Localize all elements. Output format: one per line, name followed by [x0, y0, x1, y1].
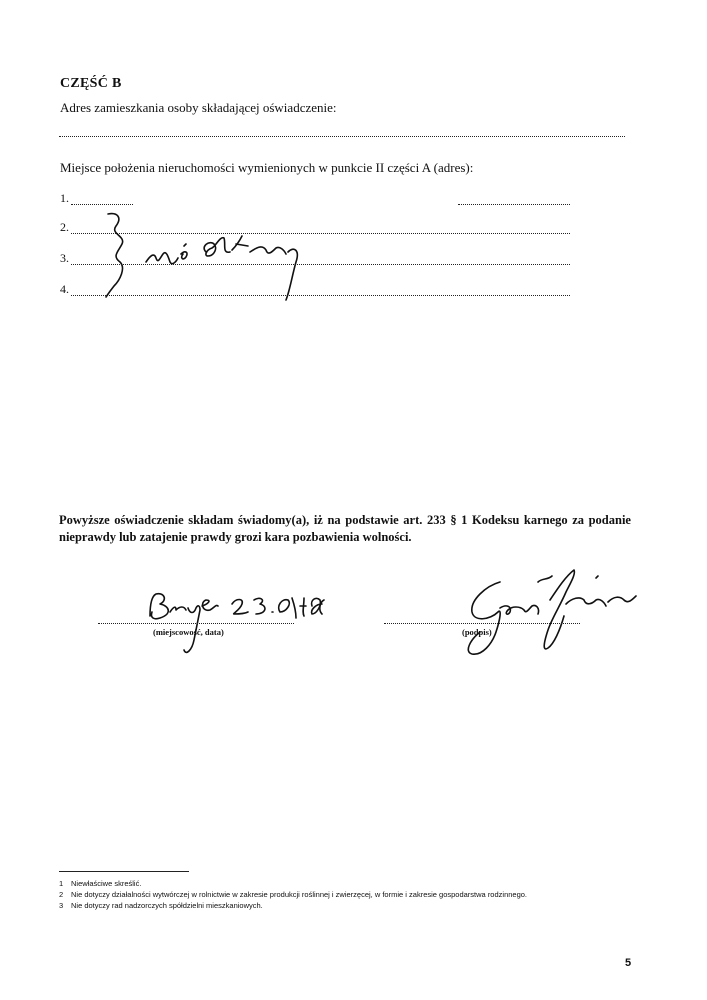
signature-caption: (podpis) — [462, 627, 492, 637]
address-label: Adres zamieszkania osoby składającej oświadczenie: — [60, 100, 337, 115]
footnote-number: 2 — [59, 890, 64, 899]
footnote-text: Niewłaściwe skreślić. — [71, 879, 142, 888]
item-number-3: 3. — [60, 251, 69, 265]
declaration-text: Powyższe oświadczenie składam świadomy(a), iż na podstawie art. 233 § 1 Kodeksu karnego za podanie nieprawdy lub zatajenie prawdy grozi kara pozbawienia wolności. — [59, 513, 631, 544]
footnote-3 — [59, 901, 263, 910]
footnote-1 — [59, 879, 141, 888]
section-title: CZĘŚĆ B — [60, 76, 122, 91]
page-number: 5 — [625, 957, 632, 969]
footnote-separator — [59, 871, 189, 872]
place-date-caption: (miejscowość, data) — [153, 627, 224, 637]
footnote-text: Nie dotyczy działalności wytwórczej w rolnictwie w zakresie produkcji roślinnej i zwierzęcej, w formie i zakresie gospodarstwa rodzinnego. — [71, 890, 528, 899]
footnote-number: 1 — [59, 879, 64, 888]
signature-dotted-line — [384, 623, 580, 624]
item-number-4: 4. — [60, 282, 69, 296]
item-number-1: 1. — [60, 191, 69, 205]
footnote-number: 3 — [59, 901, 64, 910]
footnote-text: Nie dotyczy rad nadzorczych spółdzielni mieszkaniowych. — [71, 901, 263, 910]
property-location-label: Miejsce położenia nieruchomości wymienionych w punkcie II części A (adres): — [60, 160, 474, 175]
item-number-2: 2. — [60, 220, 69, 234]
footnote-2 — [59, 890, 527, 899]
